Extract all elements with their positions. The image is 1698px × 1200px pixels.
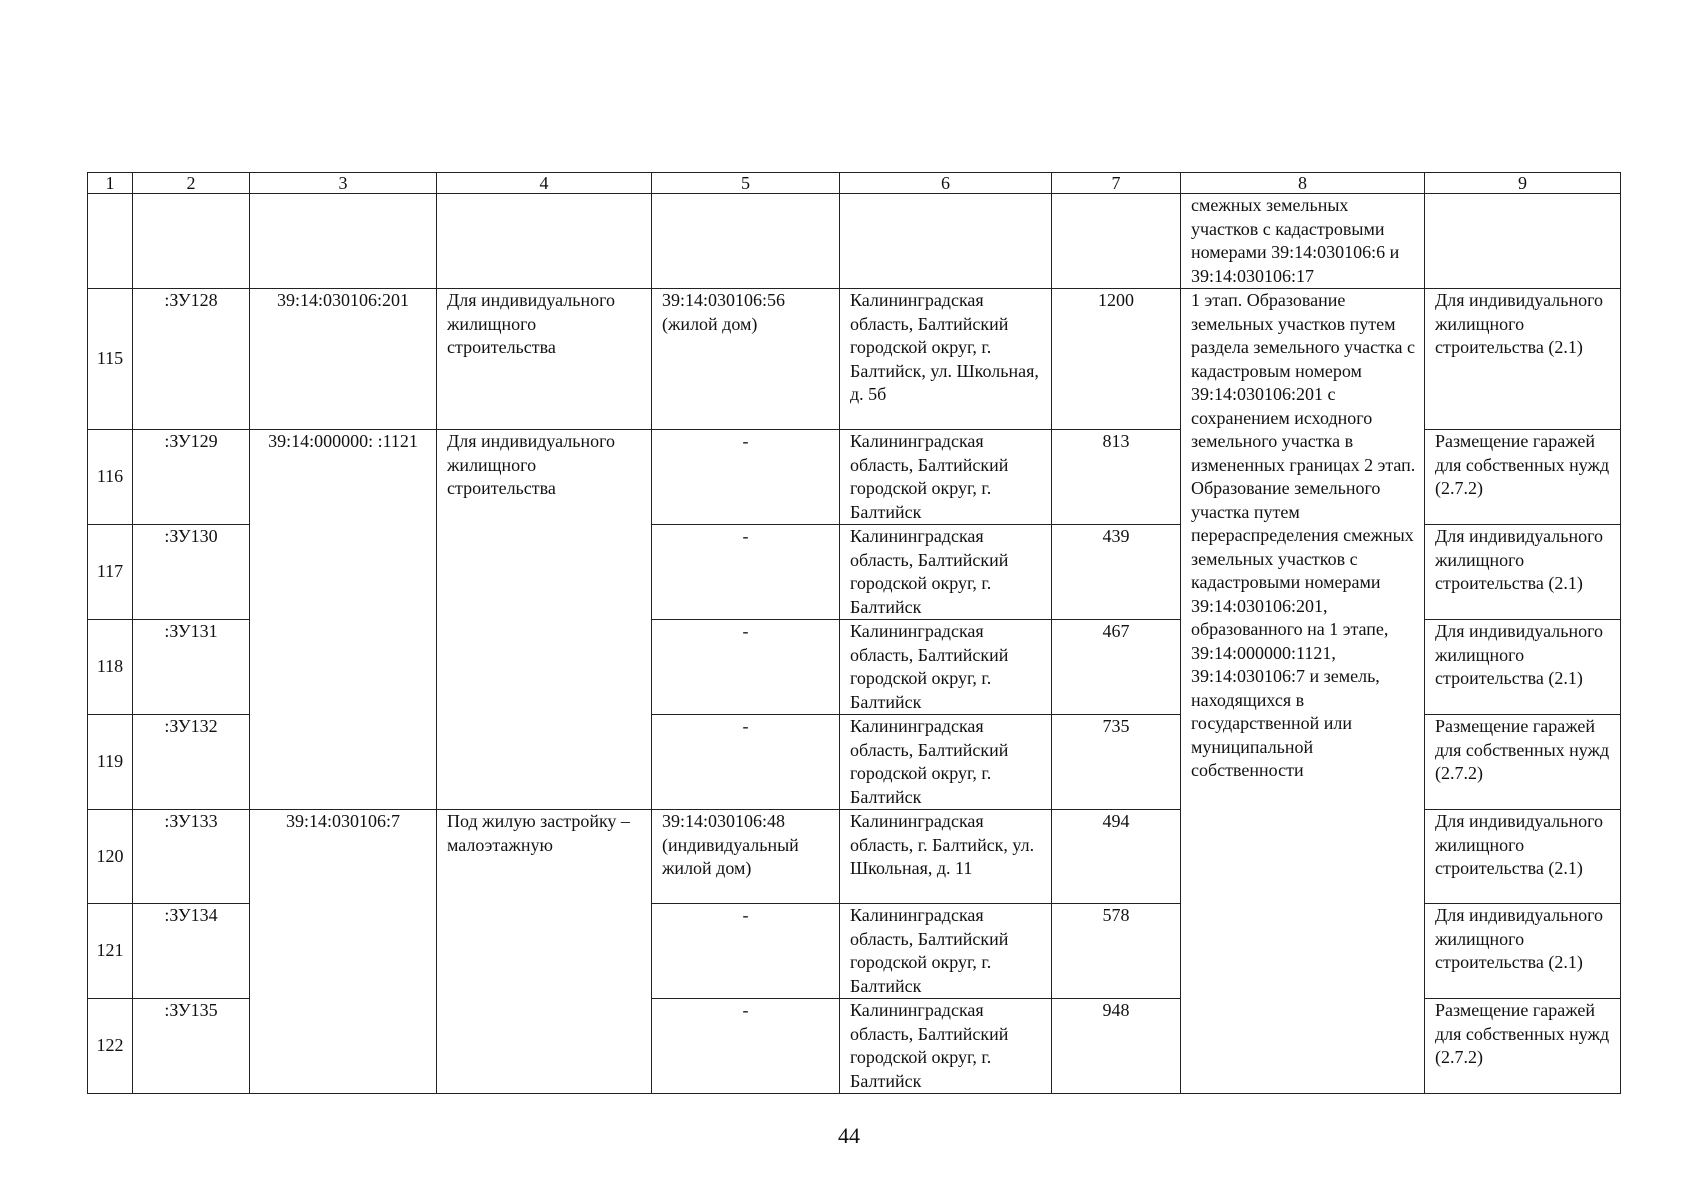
address: Калининградская область, Балтийский городской округ, г. Балтийск	[840, 430, 1052, 525]
row-number: 117	[88, 525, 133, 620]
row-number: 121	[88, 904, 133, 999]
plot-designation: :ЗУ131	[133, 620, 250, 715]
planned-use: Для индивидуального жилищного строительства (2.1)	[1425, 620, 1621, 715]
address: Калининградская область, Балтийский городской округ, г. Балтийск	[840, 999, 1052, 1094]
address: Калининградская область, Балтийский городской округ, г. Балтийск	[840, 904, 1052, 999]
planned-use: Для индивидуального жилищного строительства (2.1)	[1425, 904, 1621, 999]
col-header-5: 5	[652, 173, 840, 194]
row-number: 116	[88, 430, 133, 525]
land-plots-table	[87, 172, 1621, 1094]
table-row	[88, 289, 1621, 430]
area: 467	[1052, 620, 1181, 715]
source-cadastral-number: 39:14:030106:201	[250, 289, 437, 430]
capital-object: -	[652, 525, 840, 620]
col-header-9: 9	[1425, 173, 1621, 194]
plot-designation: :ЗУ135	[133, 999, 250, 1094]
col-header-8: 8	[1181, 173, 1425, 194]
row-number: 118	[88, 620, 133, 715]
capital-object: -	[652, 620, 840, 715]
page-number: 44	[838, 1123, 860, 1148]
address: Калининградская область, Балтийский городской округ, г. Балтийск	[840, 715, 1052, 810]
planned-use: Размещение гаражей для собственных нужд (2.7.2)	[1425, 999, 1621, 1094]
col-header-6: 6	[840, 173, 1052, 194]
source-cadastral-number: 39:14:030106:7	[250, 810, 437, 1094]
capital-object: -	[652, 999, 840, 1094]
address: Калининградская область, Балтийский городской округ, г. Балтийск	[840, 620, 1052, 715]
area: 494	[1052, 810, 1181, 904]
address: Калининградская область, г. Балтийск, ул. Школьная, д. 11	[840, 810, 1052, 904]
plot-designation: :ЗУ129	[133, 430, 250, 525]
col-header-3: 3	[250, 173, 437, 194]
col-header-7: 7	[1052, 173, 1181, 194]
source-cadastral-number: 39:14:000000: :1121	[250, 430, 437, 810]
area: 578	[1052, 904, 1181, 999]
capital-object: -	[652, 430, 840, 525]
address: Калининградская область, Балтийский городской округ, г. Балтийск, ул. Школьная, д. 5б	[840, 289, 1052, 430]
col-header-4: 4	[437, 173, 652, 194]
continuation-row	[88, 194, 1621, 289]
permitted-use: Для индивидуального жилищного строительства	[437, 430, 652, 810]
formation-method: 1 этап. Образование земельных участков путем раздела земельного участка с кадастровым номером 39:14:030106:201 с сохранением исходного земельного участка в измененных границах 2 этап. Образование земельного участка путем перераспределения смежных земельных участков с кадастровыми номерами 39:14:030106:201, образованного на 1 этапе, 39:14:000000:1121, 39:14:030106:7 и земель, находящихся в государственной или муниципальной собственности	[1181, 289, 1425, 1094]
row-number: 115	[88, 289, 133, 430]
planned-use: Для индивидуального жилищного строительства (2.1)	[1425, 525, 1621, 620]
area: 1200	[1052, 289, 1181, 430]
planned-use: Для индивидуального жилищного строительства (2.1)	[1425, 289, 1621, 430]
row-number: 122	[88, 999, 133, 1094]
col-header-2: 2	[133, 173, 250, 194]
planned-use: Размещение гаражей для собственных нужд (2.7.2)	[1425, 430, 1621, 525]
capital-object: -	[652, 904, 840, 999]
capital-object: 39:14:030106:56 (жилой дом)	[652, 289, 840, 430]
row-number: 120	[88, 810, 133, 904]
permitted-use: Под жилую застройку – малоэтажную	[437, 810, 652, 1094]
column-number-row	[88, 173, 1621, 194]
planned-use: Для индивидуального жилищного строительства (2.1)	[1425, 810, 1621, 904]
permitted-use: Для индивидуального жилищного строительства	[437, 289, 652, 430]
continuation-method-cell: смежных земельных участков с кадастровыми номерами 39:14:030106:6 и 39:14:030106:17	[1181, 194, 1425, 289]
plot-designation: :ЗУ133	[133, 810, 250, 904]
capital-object: -	[652, 715, 840, 810]
capital-object: 39:14:030106:48 (индивидуальный жилой дом)	[652, 810, 840, 904]
col-header-1: 1	[88, 173, 133, 194]
area: 439	[1052, 525, 1181, 620]
plot-designation: :ЗУ130	[133, 525, 250, 620]
plot-designation: :ЗУ128	[133, 289, 250, 430]
planned-use: Размещение гаражей для собственных нужд (2.7.2)	[1425, 715, 1621, 810]
plot-designation: :ЗУ132	[133, 715, 250, 810]
area: 813	[1052, 430, 1181, 525]
row-number: 119	[88, 715, 133, 810]
area: 735	[1052, 715, 1181, 810]
area: 948	[1052, 999, 1181, 1094]
plot-designation: :ЗУ134	[133, 904, 250, 999]
address: Калининградская область, Балтийский городской округ, г. Балтийск	[840, 525, 1052, 620]
